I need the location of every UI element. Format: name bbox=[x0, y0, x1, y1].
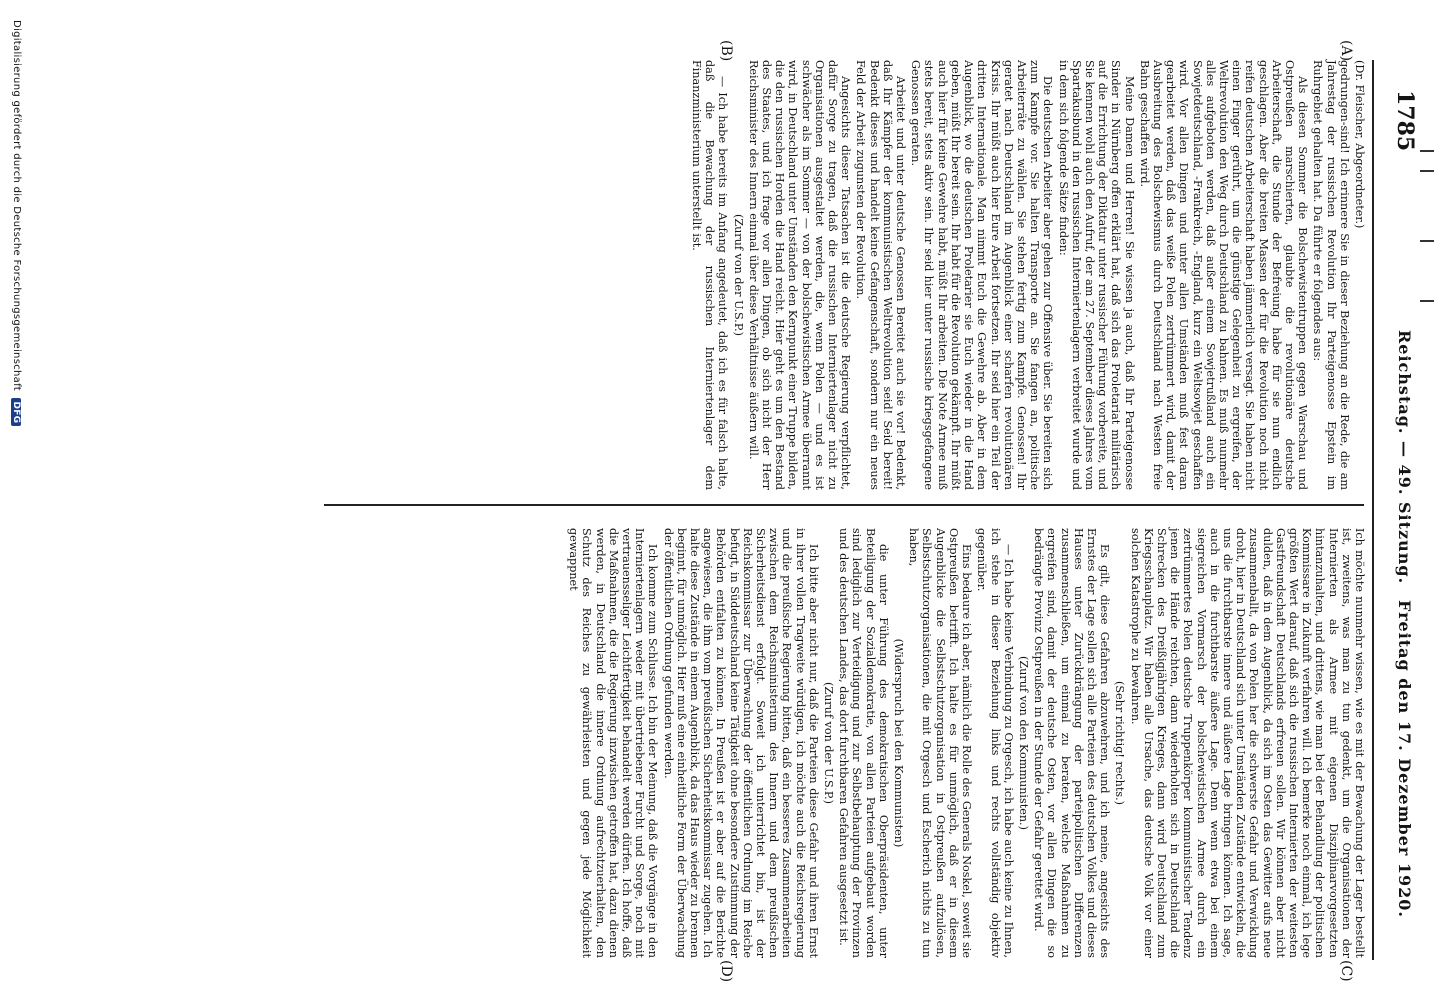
header-date: Freitag den 17. Dezember 1920. bbox=[1395, 600, 1414, 918]
paragraph: Angesichts dieser Tatsachen ist die deutsche Regierung verpflichtet, dafür Sorge zu tragen, daß die russischen Interniertenlager nicht zu Organisationen ausgestaltet werden, die, wenn Polen — und es ist schwächer als im Sommer — von der bolschewistischen Armee überrannt wird, in Deutschland unter Umständen den Kernpunkt einer Truppe bilden, die den russischen Horden die Hand reicht. Hier geht es um den Bestand des Staates, und ich frage vor allen Dingen, ob sich nicht der Herr Reichsminister des Innern einmal über diese Verhältnisse äußern will. bbox=[746, 60, 853, 490]
paragraph: Es gilt, diese Gefahren abzuwehren, und ich meine, angesichts des Ernstes der Lage sollen sich alle Parteien des deutschen Volkes und dieses Hauses unter Zurückdrängung der parteipolitischen Differenzen zusammenschließen, um einmal zu beraten, welche Maßnahmen zu ergreifen sind, damit der deutsche Osten, vor allen Dingen die so bedrängte Provinz Ostpreußen in der Stunde der Gefahr gerettet wird. bbox=[1032, 528, 1112, 958]
paragraph: (Sehr richtig! rechts.) bbox=[1113, 680, 1127, 806]
margin-label-d: (D) bbox=[718, 960, 734, 983]
paragraph: — Ich habe keine Verbindung zu Orgesch, ich habe auch keine zu Ihnen, ich stehe in dieser Beziehung links und rechts vollständig objektiv gegenüber. bbox=[975, 528, 1015, 958]
paragraph: Eins bedaure ich aber, nämlich die Rolle des Generals Noskel, soweit sie Ostpreußen betrifft. Ich halte es für unmöglich, daß er in diesem Augenblicke die Selbstschutzorganisation in Ostpreußen aufzulösen, Selbstschutzorganisationen, die mit Orgesch und Escherich nichts zu tun haben, bbox=[907, 528, 974, 958]
paragraph: (Zuruf von der U.S.P.) bbox=[822, 681, 836, 805]
paragraph: (Zuruf von den Kommunisten.) bbox=[1016, 656, 1030, 830]
paragraph: Die deutschen Arbeiter aber gehen zur Offensive über. Sie bereiten sich zum Kampfe vor. Sie halten Transporte an. Sie fangen an, politische Arbeiterräte zu wählen. Sie stehen fertig zum Kampfe. Genossen! Ihr geratet nach Deutschland im Augenblick einer scharfen revolutionären Krisis. Ihr müßt auch hier Eure Arbeit fortsetzen. Ihr seid hier ein Teil der dritten Internationale. Man nimmt Euch die Gewehre ab. Aber in dem Augenblick, wo die deutschen Proletarier sie Euch wieder in die Hand geben, müßt Ihr bereit sein. Ihr habt für die Revolution gekämpft. Ihr müßt auch hier für keine Gewehre habt, müßt Ihr arbeiten. Die Note Armee muß stets bereit, stets aktiv sein. Ihr seid hier unter russische kriegsgefangene Genossen geraten. bbox=[909, 60, 1055, 490]
page-header bbox=[1370, 0, 1424, 1000]
dfg-logo: DFG bbox=[11, 398, 21, 426]
left-column bbox=[688, 60, 1366, 490]
page-number: 1785 bbox=[1392, 90, 1418, 152]
paragraph: Ich möchte nunmehr wissen, wie es mit der Bewachung der Lager bestellt ist, zweitens, was man zu tun gedenkt, um die Organisationen der Internierten als Armee mit eigenen Disziplinarvorgesetzten hintanzuhalten, und drittens, wie man bei der Behandlung der politischen Kommissare in Zukunft verfahren will. Ich bemerke noch einmal, ich lege größten Wert darauf, daß sich die russischen Internierten der weitesten Gastfreundschaft Deutschlands erfreuen sollen. Wir können aber nicht dulden, daß in dem Augenblick, da sich im Osten das Gewitter aufs neue zusammenballt, da von Polen her die schwerste Gefahr und Verwicklung droht, hier in Deutschland sich unter Umständen Zustände entwickeln, die uns die furchtbarste innere und äußere Lage bringen können. Ich sage, auch in die furchtbarste äußere Lage. Denn wenn etwa bei einem siegreichen Vormarsch der bolschewistischen Armee durch ein zertrümmertes Polen deutsche Truppenkörper kommunistischer Tendenz jenen die Hände reichten, dann wiederholten sich in Deutschland die Schrecken des Dreißigjährigen Krieges, dann wird Deutschland zum Kriegsschauplatz. Wir haben alle Ursache, das deutsche Volk vor einer solchen Katastrophe zu bewahren. bbox=[1128, 528, 1366, 958]
right-column bbox=[565, 528, 1366, 958]
paragraph: Meine Damen und Herren! Sie wissen ja auch, daß Ihr Parteigenosse Sinder in Nürnberg offen erklärt hat, daß sich das Proletariat militärisch auf die Errichtung der Diktatur unter russischer Führung vorbereite, und Sie kennen wohl auch den Aufruf, der am 27. September dieses Jahres vom Spartakusbund in den russischen Interniertenlagern verbreitet wurde und in dem sich folgende Sätze finden: bbox=[1056, 60, 1136, 490]
paragraph: (Zuruf von der U.S.P.) bbox=[731, 213, 745, 337]
paragraph: Ich komme zum Schlusse. Ich bin der Meinung, daß die Vorgänge in den Interniertenlagern weder mit übertriebener Furcht und Sorge, noch mit vertrauensseliger Leichtfertigkeit behandelt werden dürfen. Ich hoffe, daß die Maßnahmen, die die Regierung inzwischen getroffen hat, dazu dienen werden, in Deutschland die innere Ordnung aufrechtzuerhalten, den Schutz des Reiches zu gewährleisten und gegen jede Möglichkeit gewappnet bbox=[567, 528, 660, 958]
header-title: Reichstag. — 49. Sitzung. bbox=[1395, 330, 1414, 585]
header-rule bbox=[1372, 60, 1374, 960]
paragraph: Als diesen Sommer die Bolschewistentruppen gegen Warschau und Ostpreußen marschierten, glaubte die revolutionäre deutsche Arbeiterschaft, die Stunde der Befreiung habe für sie nun endlich geschlagen. Aber die breiten Massen der für die Revolution noch nicht reifen deutschen Arbeiterschaft haben jämmerlich versagt. Sie haben nicht einen Finger gerührt, um die günstige Gelegenheit zu ergreifen, der Weltrevolution den Weg durch Deutschland zu bahnen. Es muß nunmehr alles aufgeboten werden, daß außer einem Sowjetrußland auch ein Sowjetdeutschland, -Frankreich, -England, kurz ein Weltsowjet geschaffen wird. Vor allen Dingen und unter allen Umständen muß fest daran gearbeitet werden, daß das weiße Polen zertrümmert wird, damit der Ausbreitung des Bolschewismus durch Deutschland nach Westen freie Bahn geschaffen wird. bbox=[1137, 60, 1310, 490]
margin-label-a: (A) bbox=[1338, 40, 1354, 62]
footer-credit bbox=[11, 20, 22, 426]
credit-text: Digitalisierung gefördert durch die Deutsche Forschungsgemeinschaft bbox=[11, 20, 22, 391]
margin-label-b: (B) bbox=[718, 40, 734, 62]
paragraph: Arbeitet und unter deutsche Genossen Bereitet auch sie vor! Bedenkt, daß Ihr Kämpfer der kommunistischen Weltrevolution seid! Seid bereit! Bedenkt dieses und handelt keine Gefangenschaft, sondern nur ein neues Feld der Arbeit zugunsten der Revolution. bbox=[854, 60, 908, 490]
paragraph: gedrungen-sind! Ich erinnere Sie in dieser Beziehung an die Rede, die am Jahrestag der russischen Revolution Ihr Parteigenosse Epstein im Ruhrgebiet gehalten hat. Da führte er folgendes aus: bbox=[1311, 60, 1351, 490]
paragraph: (Widerspruch bei den Kommunisten) bbox=[892, 638, 906, 848]
margin-label-c: (C) bbox=[1338, 960, 1354, 982]
column-divider bbox=[324, 504, 1364, 506]
paragraph: Ich bitte aber nicht nur, daß die Parteien diese Gefahr und ihren Ernst in ihrer vollen Tragweite würdigen, ich möchte auch die Reichsregierung und die preußische Regierung bitten, daß ein besseres Zusammenarbeiten zwischen dem Reichsministerium des Innern und dem preußischen Sicherheitsdienst erfolgt. Soweit ich unterrichtet bin, ist der Reichskommissar zur Überwachung der öffentlichen Ordnung im Reiche befugt, in Süddeutschland keine Tätigkeit ohne besondere Zustimmung der Behörden entfalten zu können. In Preußen ist er aber auf die Berichte angewiesen, die ihm vom preußischen Sicherheitskommissar zugehen. Ich halte diese Zustände in einem Augenblick, da das Haus wieder zu brennen beginnt, für unmöglich. Hier muß eine einheitliche Form der Überwachung der öffentlichen Ordnung gefunden werden. bbox=[661, 528, 820, 958]
paragraph: — Ich habe bereits im Anfang angedeutet, daß ich es für falsch halte, daß die Bewachung der russischen Interniertenlager dem Finanzministerium unterstellt ist. bbox=[690, 60, 730, 490]
paragraph: die unter Führung des demokratischen Oberpräsidenten, unter Beteiligung der Sozialdemokratie, von allen Parteien aufgebaut worden sind lediglich zur Verteidigung und zur Selbstbehauptung der Provinzen und des deutschen Landes, das dort furchtbaren Gefahren ausgesetzt ist. bbox=[837, 528, 890, 958]
paragraph: (Dr. Fleischer, Abgeordneter.) bbox=[1353, 60, 1366, 229]
